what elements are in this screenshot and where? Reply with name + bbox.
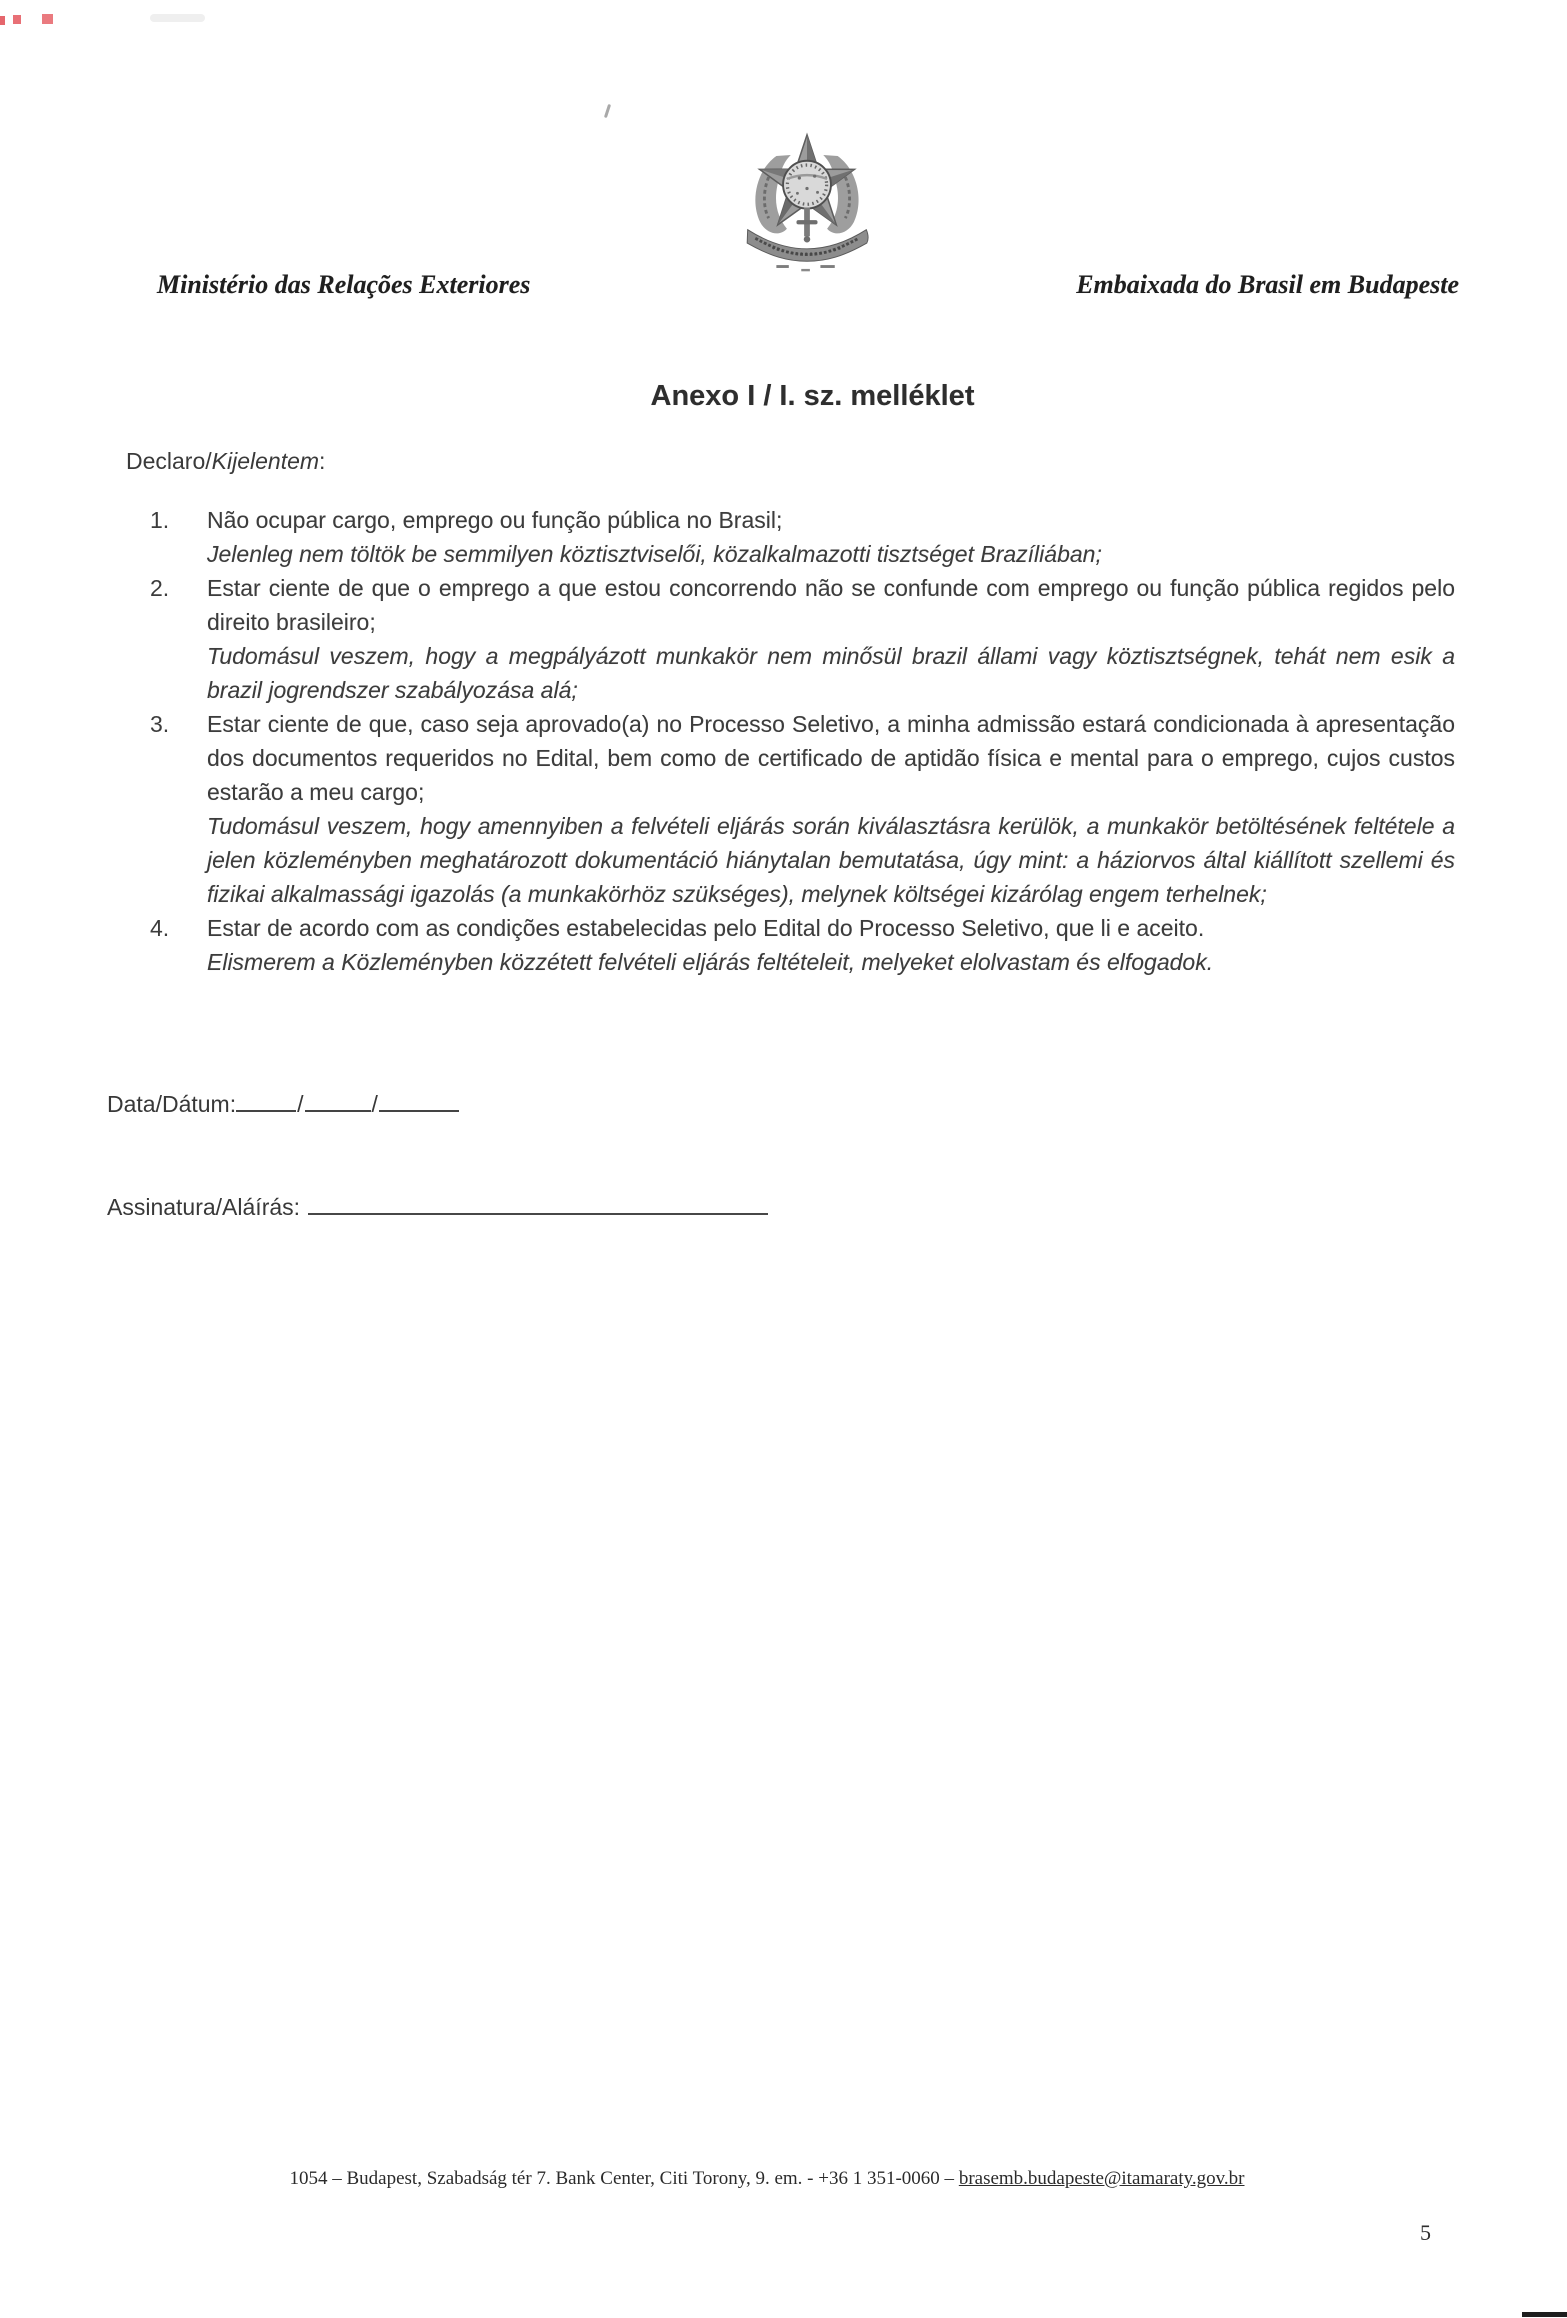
item-text-portuguese: Estar de acordo com as condições estabelecidas pelo Edital do Processo Seletivo, que li e aceito. bbox=[207, 915, 1205, 941]
signature-field-label: Assinatura/Aláírás: bbox=[107, 1194, 301, 1220]
date-blank-month bbox=[305, 1090, 371, 1112]
item-text-hungarian: Tudomásul veszem, hogy amennyiben a felvételi eljárás során kiválasztásra kerülök, a munkakör betöltésének feltétele a jelen közleményben meghatározott dokumentáció hiánytalan bemutatása, úgy mint: a háziorvos által kiállított szellemi és fizikai alkalmassági igazolás (a munkakörhöz szükséges), melynek költségei kizárólag engem terhelnek; bbox=[207, 813, 1455, 907]
item-text-hungarian: Jelenleg nem töltök be semmilyen köztisztviselői, közalkalmazotti tisztséget Brazíliában; bbox=[207, 541, 1102, 567]
date-field-label: Data/Dátum: bbox=[107, 1091, 237, 1117]
ministry-header: Ministério das Relações Exteriores bbox=[157, 270, 531, 299]
item-text-portuguese: Não ocupar cargo, emprego ou função pública no Brasil; bbox=[207, 507, 783, 533]
date-separator: / bbox=[371, 1091, 378, 1117]
scan-artifact-corner-line bbox=[1522, 2312, 1567, 2317]
brazil-coat-of-arms-icon bbox=[740, 126, 874, 274]
list-item-2 bbox=[148, 571, 1455, 707]
date-blank-day bbox=[236, 1090, 296, 1112]
item-text-portuguese: Estar ciente de que, caso seja aprovado(a) no Processo Seletivo, a minha admissão estará condicionada à apresentação dos documentos requeridos no Edital, bem como de certificado de aptidão física e mental para o emprego, cujos custos estarão a meu cargo; bbox=[207, 711, 1455, 805]
embassy-header: Embaixada do Brasil em Budapeste bbox=[1076, 270, 1459, 299]
item-text-hungarian: Tudomásul veszem, hogy a megpályázott munkakör nem minősül brazil állami vagy köztisztségnek, tehát nem esik a brazil jogrendszer szabályozása alá; bbox=[207, 643, 1455, 703]
page-title: Anexo I / I. sz. melléklet bbox=[650, 380, 975, 412]
item-number: 1. bbox=[150, 507, 170, 533]
signature-line bbox=[308, 1193, 768, 1215]
item-text-hungarian: Elismerem a Közleményben közzétett felvételi eljárás feltételeit, melyeket elolvastam és elfogadok. bbox=[207, 949, 1214, 975]
footer bbox=[0, 2168, 1534, 2190]
list-item-3 bbox=[148, 707, 1455, 911]
date-blank-year bbox=[379, 1090, 459, 1112]
signature-field bbox=[107, 1193, 768, 1221]
footer-address: 1054 – Budapest, Szabadság tér 7. Bank Center, Citi Torony, 9. em. - +36 1 351-0060 – bbox=[289, 2168, 959, 2189]
scan-artifact-tick bbox=[604, 104, 611, 118]
list-item-4 bbox=[148, 911, 1455, 979]
date-separator: / bbox=[297, 1091, 304, 1117]
scan-artifact-red-mark bbox=[42, 14, 53, 24]
footer-email-link[interactable]: brasemb.budapeste@itamaraty.gov.br bbox=[958, 2168, 1245, 2189]
item-text-portuguese: Estar ciente de que o emprego a que estou concorrendo não se confunde com emprego ou função pública regidos pelo direito brasileiro; bbox=[207, 575, 1455, 635]
declaration-list bbox=[148, 503, 1455, 979]
list-item-1 bbox=[148, 503, 1455, 571]
item-number: 2. bbox=[150, 575, 170, 601]
declaration-label-hu: Kijelentem bbox=[211, 448, 320, 474]
date-field bbox=[107, 1090, 459, 1118]
declaration-label-pt: Declaro/ bbox=[126, 448, 212, 474]
declaration-label bbox=[126, 448, 325, 475]
declaration-label-colon: : bbox=[319, 448, 326, 474]
scan-artifact-red-mark bbox=[0, 16, 5, 25]
page-number: 5 bbox=[1420, 2220, 1431, 2245]
item-number: 4. bbox=[150, 915, 170, 941]
item-number: 3. bbox=[150, 711, 170, 737]
scan-artifact-smudge bbox=[150, 14, 205, 22]
scan-artifact-red-mark bbox=[13, 15, 21, 24]
